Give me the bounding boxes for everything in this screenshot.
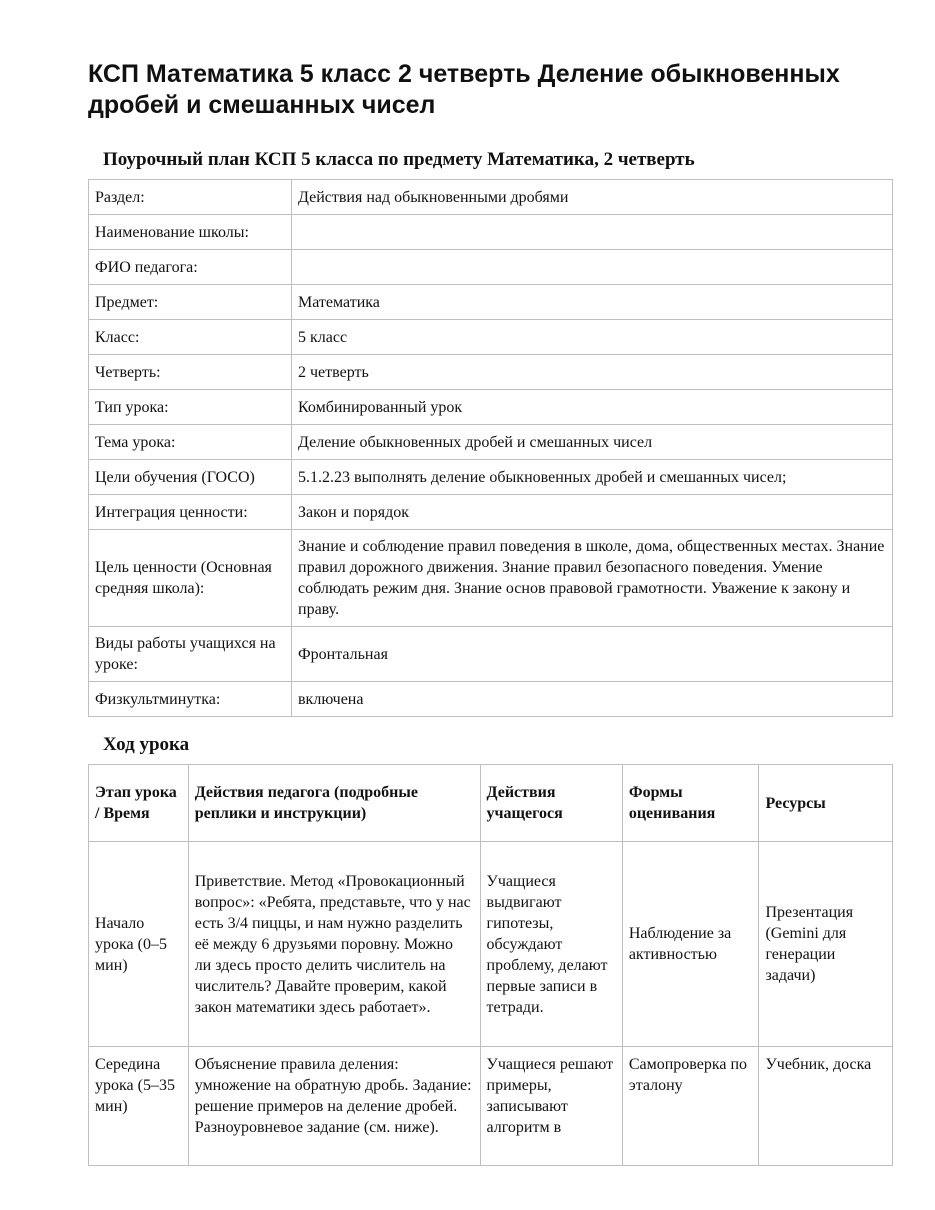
- table-row: [89, 627, 893, 682]
- table-row: [89, 250, 893, 285]
- info-value: Деление обыкновенных дробей и смешанных чисел: [292, 425, 893, 460]
- student-actions-cell: Учащиеся решают примеры, записывают алгоритм в: [480, 1047, 622, 1166]
- plan-heading: Поурочный план КСП 5 класса по предмету Математика, 2 четверть: [103, 149, 695, 170]
- info-value: Комбинированный урок: [292, 390, 893, 425]
- info-value: 5.1.2.23 выполнять деление обыкновенных дробей и смешанных чисел;: [292, 460, 893, 495]
- column-header: Ресурсы: [759, 765, 893, 842]
- info-value: Фронтальная: [292, 627, 893, 682]
- info-value: Действия над обыкновенными дробями: [292, 180, 893, 215]
- lesson-flow-table: [88, 764, 893, 1166]
- table-row: [89, 460, 893, 495]
- table-row: [89, 842, 893, 1047]
- document-title: КСП Математика 5 класс 2 четверть Деление обыкновенных дробей и смешанных чисел: [88, 60, 840, 119]
- resources-cell: Учебник, доска: [759, 1047, 893, 1166]
- table-row: [89, 425, 893, 460]
- info-value: Математика: [292, 285, 893, 320]
- info-label: Класс:: [89, 320, 292, 355]
- column-header: Этап урока / Время: [89, 765, 189, 842]
- table-row: [89, 355, 893, 390]
- assessment-cell: Самопроверка по эталону: [622, 1047, 759, 1166]
- info-label: Четверть:: [89, 355, 292, 390]
- table-row: [89, 1047, 893, 1166]
- table-row: [89, 682, 893, 717]
- info-value: [292, 250, 893, 285]
- resources-cell: Презентация (Gemini для генерации задачи): [759, 842, 893, 1047]
- info-value: Закон и порядок: [292, 495, 893, 530]
- info-value: 5 класс: [292, 320, 893, 355]
- teacher-actions-cell: Приветствие. Метод «Провокационный вопрос»: «Ребята, представьте, что у нас есть 3/4 пиццы, и нам нужно разделить её между 6 друзьями поровну. Можно ли здесь просто делить числитель на числитель? Давайте проверим, какой закон математики здесь работает».: [188, 842, 480, 1047]
- stage-cell: Середина урока (5–35 мин): [89, 1047, 189, 1166]
- info-value: [292, 215, 893, 250]
- info-value: Знание и соблюдение правил поведения в школе, дома, общественных местах. Знание правил дорожного движения. Знание правил безопасного поведения. Умение соблюдать режим дня. Знание основ правовой грамотности. Уважение к закону и праву.: [292, 530, 893, 627]
- table-row: [89, 285, 893, 320]
- info-value: включена: [292, 682, 893, 717]
- column-header: Формы оценивания: [622, 765, 759, 842]
- table-row: [89, 390, 893, 425]
- info-label: Цель ценности (Основная средняя школа):: [89, 530, 292, 627]
- table-row: [89, 215, 893, 250]
- info-label: Цели обучения (ГОСО): [89, 460, 292, 495]
- table-row: [89, 495, 893, 530]
- stage-cell: Начало урока (0–5 мин): [89, 842, 189, 1047]
- info-label: Интеграция ценности:: [89, 495, 292, 530]
- info-label: Предмет:: [89, 285, 292, 320]
- info-label: ФИО педагога:: [89, 250, 292, 285]
- info-label: Тема урока:: [89, 425, 292, 460]
- teacher-actions-cell: Объяснение правила деления: умножение на обратную дробь. Задание: решение примеров на деление дробей. Разноуровневое задание (см. ниже).: [188, 1047, 480, 1166]
- table-row: [89, 180, 893, 215]
- table-row: [89, 320, 893, 355]
- lesson-info-table: [88, 179, 893, 717]
- info-value: 2 четверть: [292, 355, 893, 390]
- column-header: Действия педагога (подробные реплики и инструкции): [188, 765, 480, 842]
- lesson-heading: Ход урока: [103, 734, 190, 755]
- info-label: Раздел:: [89, 180, 292, 215]
- student-actions-cell: Учащиеся выдвигают гипотезы, обсуждают проблему, делают первые записи в тетради.: [480, 842, 622, 1047]
- info-label: Виды работы учащихся на уроке:: [89, 627, 292, 682]
- info-label: Наименование школы:: [89, 215, 292, 250]
- table-row: [89, 530, 893, 627]
- table-header-row: [89, 765, 893, 842]
- info-label: Физкультминутка:: [89, 682, 292, 717]
- info-label: Тип урока:: [89, 390, 292, 425]
- assessment-cell: Наблюдение за активностью: [622, 842, 759, 1047]
- column-header: Действия учащегося: [480, 765, 622, 842]
